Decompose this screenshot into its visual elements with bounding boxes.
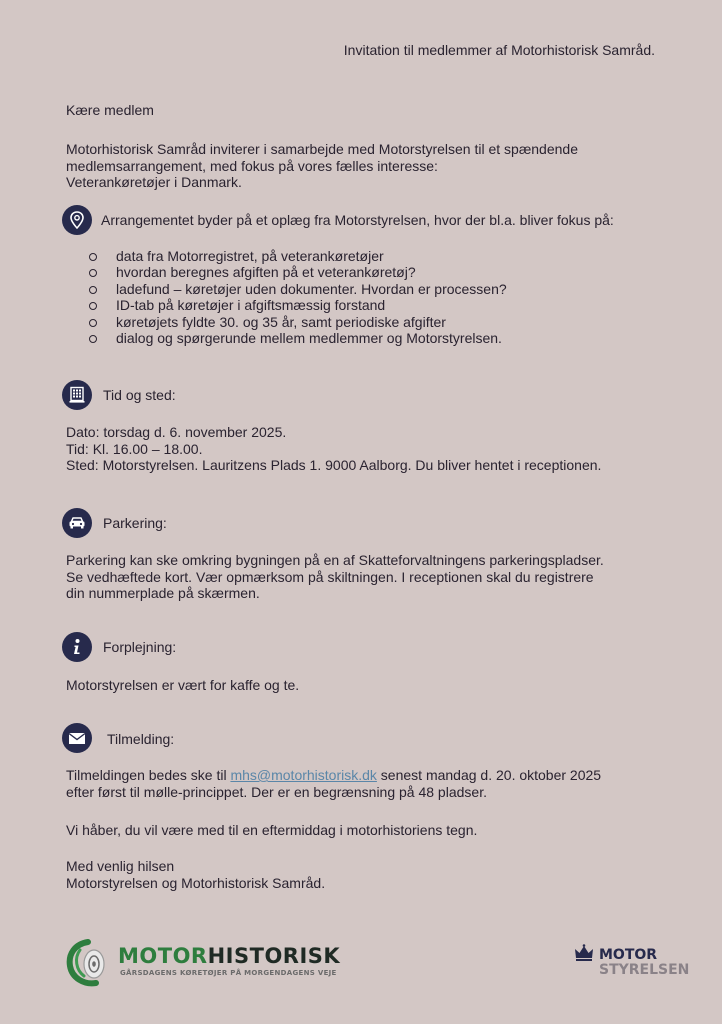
catering-heading: Forplejning: <box>103 639 177 655</box>
car-icon <box>62 508 92 538</box>
parking-heading: Parkering: <box>103 515 167 531</box>
wordmark-histor: HISTOR <box>207 944 300 968</box>
intro-line: Veterankøretøjer i Danmark. <box>66 174 242 190</box>
parking-paragraph <box>66 552 604 602</box>
document-header: Invitation til medlemmer af Motorhistorisk Samråd. <box>343 42 655 58</box>
motorhistorisk-logo <box>66 938 341 988</box>
signup-text-before: Tilmeldingen bedes ske til <box>66 767 231 783</box>
signup-line: efter først til mølle-princippet. Der er en begrænsning på 48 pladser. <box>66 783 487 800</box>
signup-paragraph <box>66 767 601 800</box>
location-line: Sted: Motorstyrelsen. Lauritzens Plads 1. 9000 Aalborg. Du bliver hentet i receptionen. <box>66 457 602 473</box>
list-item: hvordan beregnes afgiften på et veterankøretøj? <box>87 264 507 280</box>
time-line: Tid: Kl. 16.00 – 18.00. <box>66 440 203 457</box>
wordmark-motor: MOTOR <box>118 944 208 968</box>
closing-text: Vi håber, du vil være med til en eftermiddag i motorhistoriens tegn. <box>66 822 478 838</box>
list-item: køretøjets fyldte 30. og 35 år, samt periodiske afgifter <box>87 314 507 330</box>
intro-line: Motorhistorisk Samråd inviterer i samarbejde med Motorstyrelsen til et spændende <box>66 141 578 157</box>
time-place-details <box>66 424 601 474</box>
motorstyrelsen-logo <box>573 944 701 980</box>
motorhistorisk-emblem-icon <box>66 938 114 988</box>
list-item: dialog og spørgerunde mellem medlemmer og Motorstyrelsen. <box>87 330 507 346</box>
signup-line <box>66 767 601 784</box>
building-icon <box>62 380 92 410</box>
signup-text-after: senest mandag d. 20. oktober 2025 <box>376 767 602 783</box>
greeting: Kære medlem <box>66 102 154 118</box>
program-heading: Arrangementet byder på et oplæg fra Motorstyrelsen, hvor der bl.a. bliver fokus på: <box>101 212 614 228</box>
catering-text: Motorstyrelsen er vært for kaffe og te. <box>66 677 300 693</box>
list-item: data fra Motorregistret, på veterankøretøjer <box>87 248 507 264</box>
parking-line: din nummerplade på skærmen. <box>66 585 260 601</box>
signoff-line: Motorstyrelsen og Motorhistorisk Samråd. <box>66 874 326 891</box>
parking-line: Se vedhæftede kort. Vær opmærksom på skiltningen. I receptionen skal du registrere <box>66 568 594 585</box>
crown-icon <box>573 944 595 962</box>
location-pin-icon <box>62 205 92 235</box>
envelope-icon <box>62 723 92 753</box>
email-link[interactable]: mhs@motorhistorisk.dk <box>230 767 377 783</box>
program-list <box>87 248 507 346</box>
list-item: ID-tab på køretøjer i afgiftsmæssig forstand <box>87 297 507 313</box>
signup-heading: Tilmelding: <box>107 731 175 747</box>
motorstyrelsen-wordmark-line2: STYRELSEN <box>599 962 690 978</box>
motorhistorisk-wordmark <box>118 944 340 968</box>
time-place-heading: Tid og sted: <box>103 387 176 403</box>
signoff-line: Med venlig hilsen <box>66 858 175 874</box>
list-item: ladefund – køretøjer uden dokumenter. Hvordan er processen? <box>87 281 507 297</box>
intro-paragraph <box>66 141 578 191</box>
wordmark-isk: ISK <box>299 944 341 968</box>
date-line: Dato: torsdag d. 6. november 2025. <box>66 424 287 440</box>
motorhistorisk-tagline: GÅRSDAGENS KØRETØJER PÅ MORGENDAGENS VEJE <box>120 969 337 977</box>
signoff <box>66 858 325 891</box>
motorstyrelsen-wordmark-line1: MOTOR <box>599 947 658 963</box>
intro-line: medlemsarrangement, med fokus på vores fælles interesse: <box>66 157 438 174</box>
parking-line: Parkering kan ske omkring bygningen på en af Skatteforvaltningens parkeringspladser. <box>66 552 604 568</box>
info-icon <box>62 632 92 662</box>
